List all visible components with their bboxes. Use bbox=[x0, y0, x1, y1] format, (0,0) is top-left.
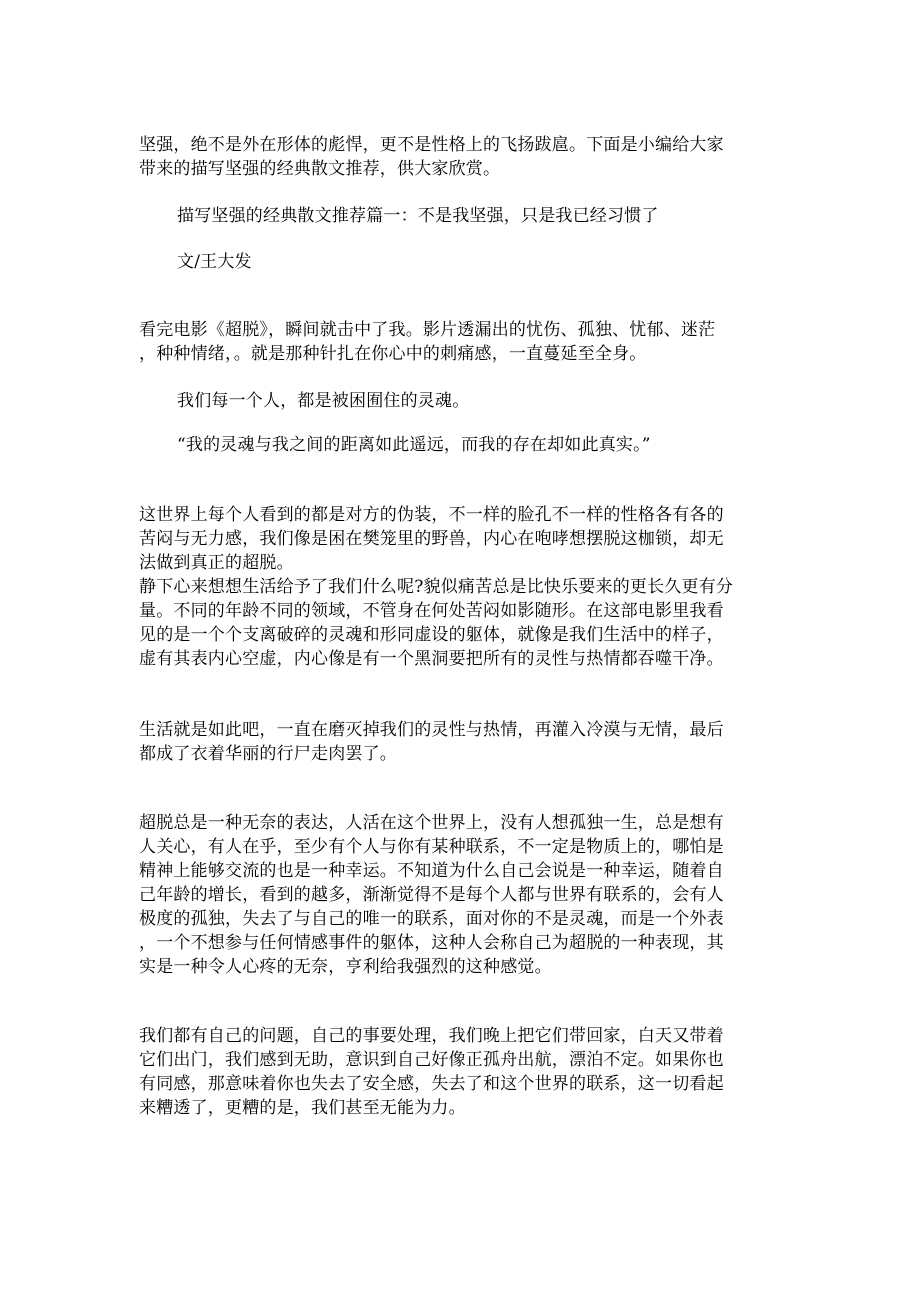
text-line: 文/王大发 bbox=[177, 252, 252, 272]
body-paragraph bbox=[139, 811, 781, 979]
text-line: 看完电影《超脱》，瞬间就击中了我。影片透漏出的忧伤、孤独、忧郁、迷茫 bbox=[139, 320, 716, 340]
body-paragraph bbox=[139, 318, 781, 366]
text-line: 来糟透了，更糟的是，我们甚至无能为力。 bbox=[139, 1098, 466, 1118]
text-line: 虚有其表内心空虚，内心像是有一个黑洞要把所有的灵性与热情都吞噬干净。 bbox=[139, 649, 724, 669]
text-line: 实是一种令人心疼的无奈，亨利给我强烈的这种感觉。 bbox=[139, 957, 552, 977]
body-paragraph bbox=[139, 1024, 781, 1120]
text-line: ，一个不想参与任何情感事件的躯体，这种人会称自己为超脱的一种表现，其 bbox=[139, 933, 724, 953]
text-line: 极度的孤独，失去了与自己的唯一的联系，面对你的不是灵魂，而是一个外表 bbox=[139, 909, 724, 929]
quote-paragraph bbox=[177, 433, 819, 457]
text-line: “我的灵魂与我之间的距离如此遥远，而我的存在却如此真实。” bbox=[177, 435, 651, 455]
text-line: 它们出门，我们感到无助，意识到自己好像正孤舟出航，漂泊不定。如果你也 bbox=[139, 1050, 724, 1070]
text-line: 我们都有自己的问题，自己的事要处理，我们晚上把它们带回家，白天又带着 bbox=[139, 1026, 724, 1046]
body-paragraph bbox=[177, 389, 819, 413]
text-line: 量。不同的年龄不同的领域，不管身在何处苦闷如影随形。在这部电影里我看 bbox=[139, 601, 724, 621]
text-line: 苦闷与无力感，我们像是困在樊笼里的野兽，内心在咆哮想摆脱这枷锁，却无 bbox=[139, 529, 724, 549]
text-line: 生活就是如此吧，一直在磨灭掉我们的灵性与热情，再灌入冷漠与无情，最后 bbox=[139, 720, 724, 740]
text-line: 法做到真正的超脱。 bbox=[139, 553, 294, 573]
author-line bbox=[177, 250, 819, 274]
text-line: 静下心来想想生活给予了我们什么呢?貌似痛苦总是比快乐要来的更长久更有分 bbox=[139, 577, 734, 597]
text-line: 己年龄的增长，看到的越多，渐渐觉得不是每个人都与世界有联系的，会有人 bbox=[139, 885, 724, 905]
text-line: 这世界上每个人看到的都是对方的伪装，不一样的脸孔不一样的性格各有各的 bbox=[139, 505, 724, 525]
text-line: 有同感，那意味着你也失去了安全感，失去了和这个世界的联系，这一切看起 bbox=[139, 1074, 724, 1094]
text-line: 描写坚强的经典散文推荐篇一：不是我坚强，只是我已经习惯了 bbox=[177, 206, 659, 226]
text-line: 我们每一个人，都是被困囿住的灵魂。 bbox=[177, 391, 470, 411]
intro-paragraph bbox=[139, 133, 781, 181]
text-line: 坚强，绝不是外在形体的彪悍，更不是性格上的飞扬跋扈。下面是小编给大家 bbox=[139, 135, 724, 155]
text-line: 精神上能够交流的也是一种幸运。不知道为什么自己会说是一种幸运，随着自 bbox=[139, 861, 724, 881]
article-title bbox=[177, 204, 819, 228]
text-line: 超脱总是一种无奈的表达，人活在这个世界上，没有人想孤独一生，总是想有 bbox=[139, 813, 724, 833]
body-paragraph bbox=[139, 503, 781, 671]
text-line: 都成了衣着华丽的行尸走肉罢了。 bbox=[139, 744, 397, 764]
text-line: 人关心，有人在乎，至少有个人与你有某种联系，不一定是物质上的，哪怕是 bbox=[139, 837, 724, 857]
text-line: 见的是一个个支离破碎的灵魂和形同虚设的躯体，就像是我们生活中的样子， bbox=[139, 625, 724, 645]
text-line: 带来的描写坚强的经典散文推荐，供大家欣赏。 bbox=[139, 159, 501, 179]
body-paragraph bbox=[139, 718, 781, 766]
text-line: ，种种情绪，。就是那种针扎在你心中的刺痛感，一直蔓延至全身。 bbox=[139, 344, 647, 364]
